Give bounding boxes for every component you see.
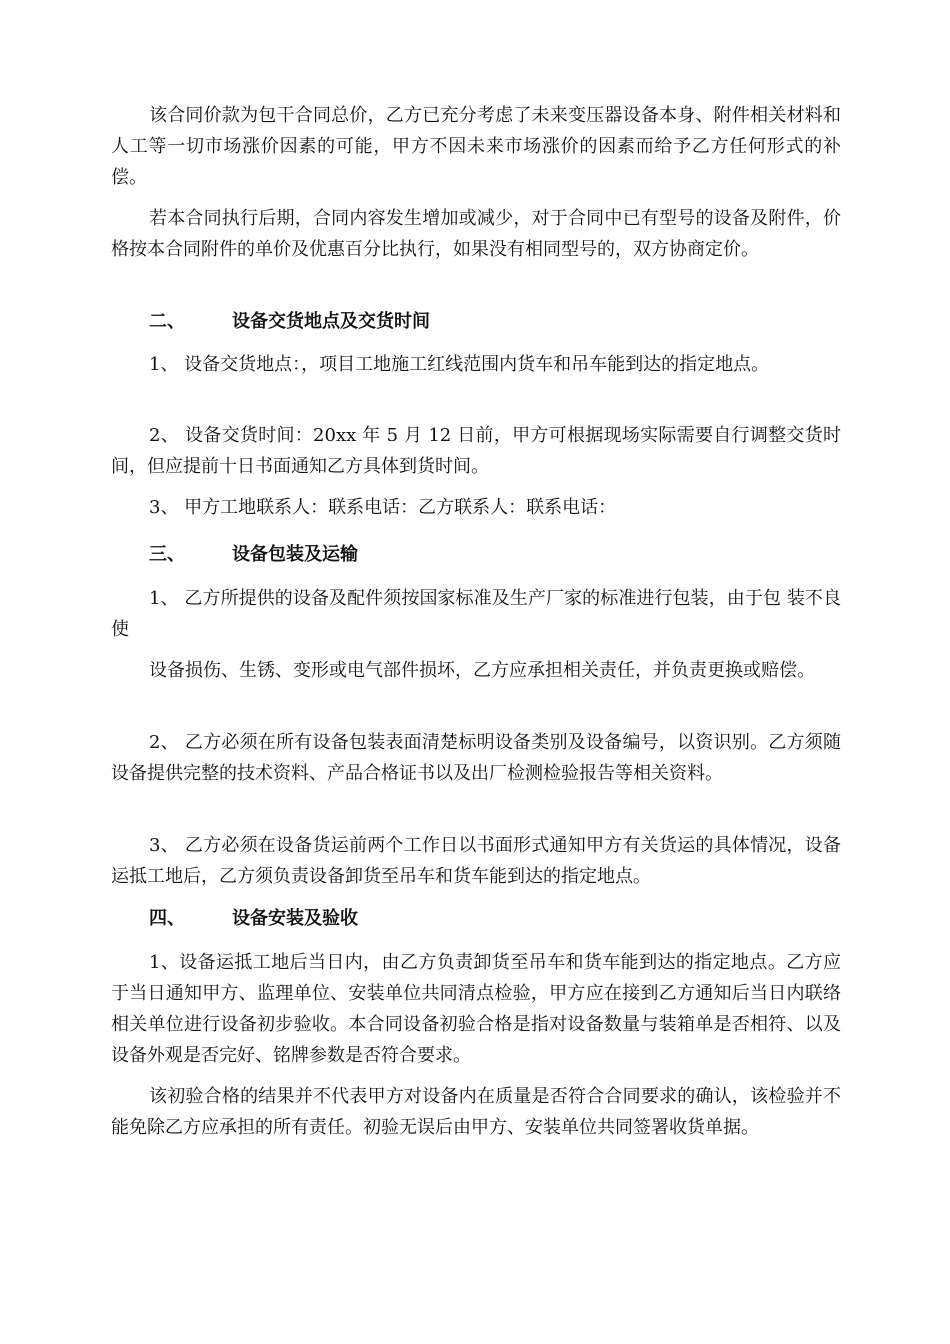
section-number: 二、	[149, 311, 185, 332]
section-number: 三、	[149, 544, 185, 565]
paragraph-packaging-damage: 设备损伤、生锈、变形或电气部件损坏，乙方应承担相关责任，并负责更换或赔偿。	[149, 660, 815, 681]
section-title: 设备包装及运输	[232, 544, 358, 565]
paragraph-delivery-time: 2、 设备交货时间：20xx 年 5 月 12 日前，甲方可根据现场实际需要自行调整交货时间，但应提前十日书面通知乙方具体到货时间。	[111, 425, 841, 477]
paragraph-delivery-location: 1、 设备交货地点：，项目工地施工红线范围内货车和吊车能到达的指定地点。	[149, 354, 770, 375]
section-heading-installation	[149, 903, 358, 934]
paragraph-shipping-notice: 3、 乙方必须在设备货运前两个工作日以书面形式通知甲方有关货运的具体情况，设备运抵工地后，乙方须负责设备卸货至吊车和货车能到达的指定地点。	[111, 835, 841, 887]
paragraph-price-note: 该合同价款为包干合同总价，乙方已充分考虑了未来变压器设备本身、附件相关材料和人工等一切市场涨价因素的可能，甲方不因未来市场涨价的因素而给予乙方任何形式的补偿。	[111, 105, 841, 188]
section-heading-delivery	[149, 306, 430, 337]
section-title: 设备安装及验收	[232, 908, 358, 929]
section-number: 四、	[149, 908, 185, 929]
paragraph-inspection-disclaimer: 该初验合格的结果并不代表甲方对设备内在质量是否符合合同要求的确认，该检验并不能免除乙方应承担的所有责任。初验无误后由甲方、安装单位共同签署收货单据。	[111, 1086, 841, 1138]
paragraph-packaging-standard: 1、 乙方所提供的设备及配件须按国家标准及生产厂家的标准进行包装，由于包 装不良使	[111, 588, 841, 640]
paragraph-contacts: 3、 甲方工地联系人：联系电话：乙方联系人：联系电话：	[149, 497, 617, 518]
paragraph-price-adjustment: 若本合同执行后期，合同内容发生增加或减少，对于合同中已有型号的设备及附件，价格按本合同附件的单价及优惠百分比执行，如果没有相同型号的，双方协商定价。	[111, 208, 841, 260]
paragraph-initial-inspection: 1、设备运抵工地后当日内，由乙方负责卸货至吊车和货车能到达的指定地点。乙方应于当日通知甲方、监理单位、安装单位共同清点检验，甲方应在接到乙方通知后当日内联络相关单位进行设备初步验收。本合同设备初验合格是指对设备数量与装箱单是否相符、以及设备外观是否完好、铭牌参数是否符合要求。	[111, 952, 841, 1066]
section-title: 设备交货地点及交货时间	[232, 311, 430, 332]
section-heading-packaging	[149, 539, 358, 570]
paragraph-packaging-labeling: 2、 乙方必须在所有设备包装表面清楚标明设备类别及设备编号，以资识别。乙方须随设备提供完整的技术资料、产品合格证书以及出厂检测检验报告等相关资料。	[111, 732, 841, 784]
